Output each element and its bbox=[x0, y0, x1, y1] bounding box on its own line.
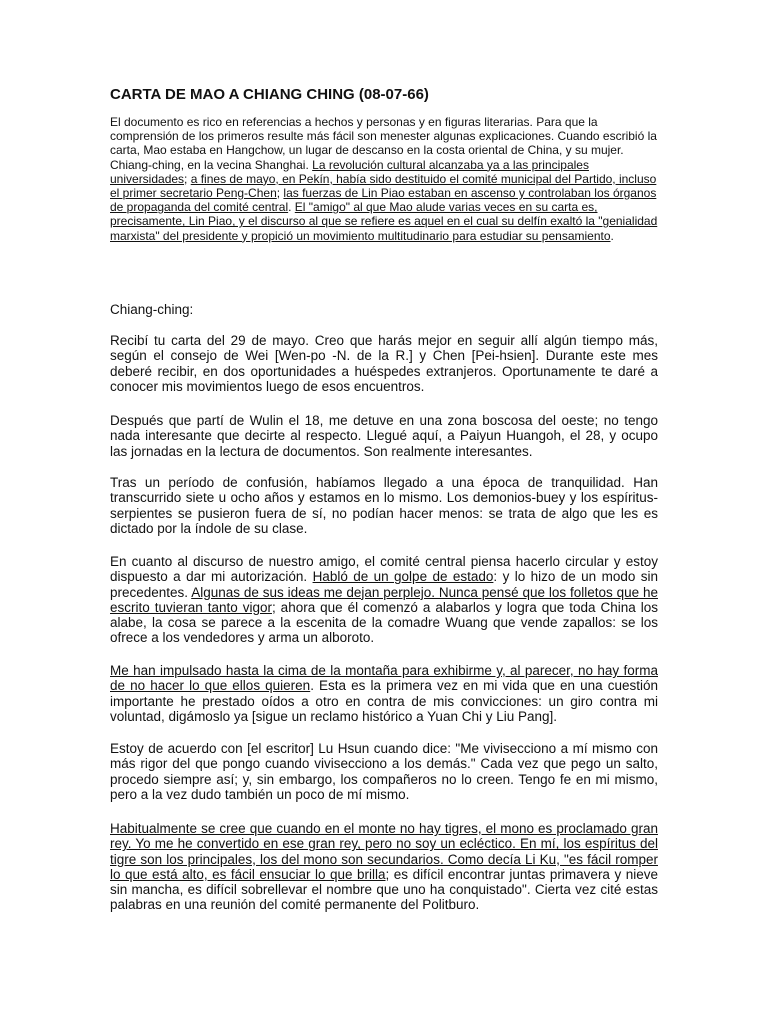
paragraph-text: ; ahora que él comenzó a alabarlos y logra que toda China los alabe, la cosa se parece a la escenita de la comadre Wuang que vende zapallos: se los ofrece a los vendedores y arma un alboroto. bbox=[110, 599, 658, 646]
intro-separator: ; bbox=[276, 186, 284, 201]
letter-greeting: Chiang-ching: bbox=[110, 302, 194, 317]
intro-underlined-text: La revolución cultural alcanzaba ya a las principales universidades bbox=[110, 157, 589, 186]
underlined-text: Habló de un golpe de estado bbox=[312, 569, 494, 585]
paragraph-text: : y lo hizo de un modo sin precedentes. bbox=[110, 569, 659, 600]
intro-underlined-text: las fuerzas de Lin Piao estaban en ascenso y controlaban los órganos de propaganda del comité central bbox=[110, 186, 657, 215]
paragraph-text: ; es difícil encontrar juntas primavera y nieve sin mancha, es difícil sobrellevar el nombre que uno ha conquistado". Cierta vez cité estas palabras en una reunión del comité permanente del Politburo. bbox=[110, 866, 658, 913]
intro-separator: ; bbox=[184, 171, 191, 186]
letter-paragraph-6: Estoy de acuerdo con [el escritor] Lu Hsun cuando dice: "Me vivisecciono a mí mismo con más rigor del que pongo cuando vivisecciono a los demás." Cada vez que pego un salto, procedo siempre así; y, sin embargo, los compañeros no lo creen. Tengo fe en mi mismo, pero a la vez dudo también un poco de mí mismo. bbox=[110, 741, 658, 802]
underlined-text: Habitualmente se cree que cuando en el monte no hay tigres, el mono es proclamado gran rey. Yo me he convertido en ese gran rey, pero no soy un ecléctico. En mí, los espíritus del tigre son los principales, los del mono son secundarios. Como decía Li Ku, "es fácil romper lo que está alto, es fácil ensuciar lo que brilla bbox=[110, 821, 658, 882]
paragraph-text: En cuanto al discurso de nuestro amigo, el comité central piensa hacerlo circular y estoy dispuesto a dar mi autorización. bbox=[110, 554, 658, 585]
intro-text: El documento es rico en referencias a hechos y personas y en figuras literarias. Para que la comprensión de los primeros resulte más fácil son menester algunas explicaciones. Cuando escribió la carta, Mao estaba en Hangchow, un lugar de descanso en la costa oriental de China, y su mujer. Chiang-ching, en la vecina Shanghai. bbox=[110, 115, 657, 172]
underlined-text: Me han impulsado hasta la cima de la montaña para exhibirme y, al parecer, no hay forma de no hacer lo que ellos quieren bbox=[110, 663, 658, 694]
underlined-text: Algunas de sus ideas me dejan perplejo. Nunca pensé que los folletos que he escrito tuvieran tanto vigor bbox=[110, 584, 658, 615]
intro-underlined-text: a fines de mayo, en Pekín, había sido destituido el comité municipal del Partido, incluso el primer secretario Peng-Chen bbox=[110, 171, 657, 201]
letter-paragraph-1: Recibí tu carta del 29 de mayo. Creo que harás mejor en seguir allí algún tiempo más, según el consejo de Wei [Wen-po -N. de la R.] y Chen [Pei-hsien]. Durante este mes deberé recibir, en dos oportunidades a huéspedes extranjeros. Oportunamente te daré a conocer mis movimientos luego de esos encuentros. bbox=[110, 333, 658, 394]
letter-paragraph-7 bbox=[110, 821, 658, 913]
letter-paragraph-3: Tras un período de confusión, habíamos llegado a una época de tranquilidad. Han transcurrido siete u ocho años y estamos en lo mismo. Los demonios-buey y los espíritus-serpientes se pusieron fuera de sí, no podían hacer menos: se trata de algo que les es dictado por la índole de su clase. bbox=[110, 475, 658, 536]
intro-separator: . bbox=[288, 200, 295, 215]
document-title: CARTA DE MAO A CHIANG CHING (08-07-66) bbox=[110, 86, 429, 103]
letter-paragraph-2: Después que partí de Wulin el 18, me detuve en una zona boscosa del oeste; no tengo nada interesante que decirte al respecto. Llegué aquí, a Paiyun Huangoh, el 28, y ocupo las jornadas en la lectura de documentos. Son realmente interesantes. bbox=[110, 413, 658, 459]
intro-underlined-text: El "amigo" al que Mao alude varias veces en su carta es, precisamente, Lin Piao, y el discurso al que se refiere es aquel en el cual su delfín exaltó la "genialidad marxista" del presidente y propició un movimiento multitudinario para estudiar su pensamiento bbox=[110, 200, 658, 243]
letter-paragraph-5 bbox=[110, 663, 658, 724]
intro-end: . bbox=[610, 228, 614, 243]
letter-paragraph-4 bbox=[110, 554, 658, 646]
intro-paragraph bbox=[110, 115, 658, 243]
paragraph-text: . Esta es la primera vez en mi vida que en una cuestión importante he prestado oídos a otro en contra de mis convicciones: un giro contra mi voluntad, digámoslo ya [sigue un reclamo histórico a Yuan Chi y Liu Pang]. bbox=[110, 678, 658, 724]
